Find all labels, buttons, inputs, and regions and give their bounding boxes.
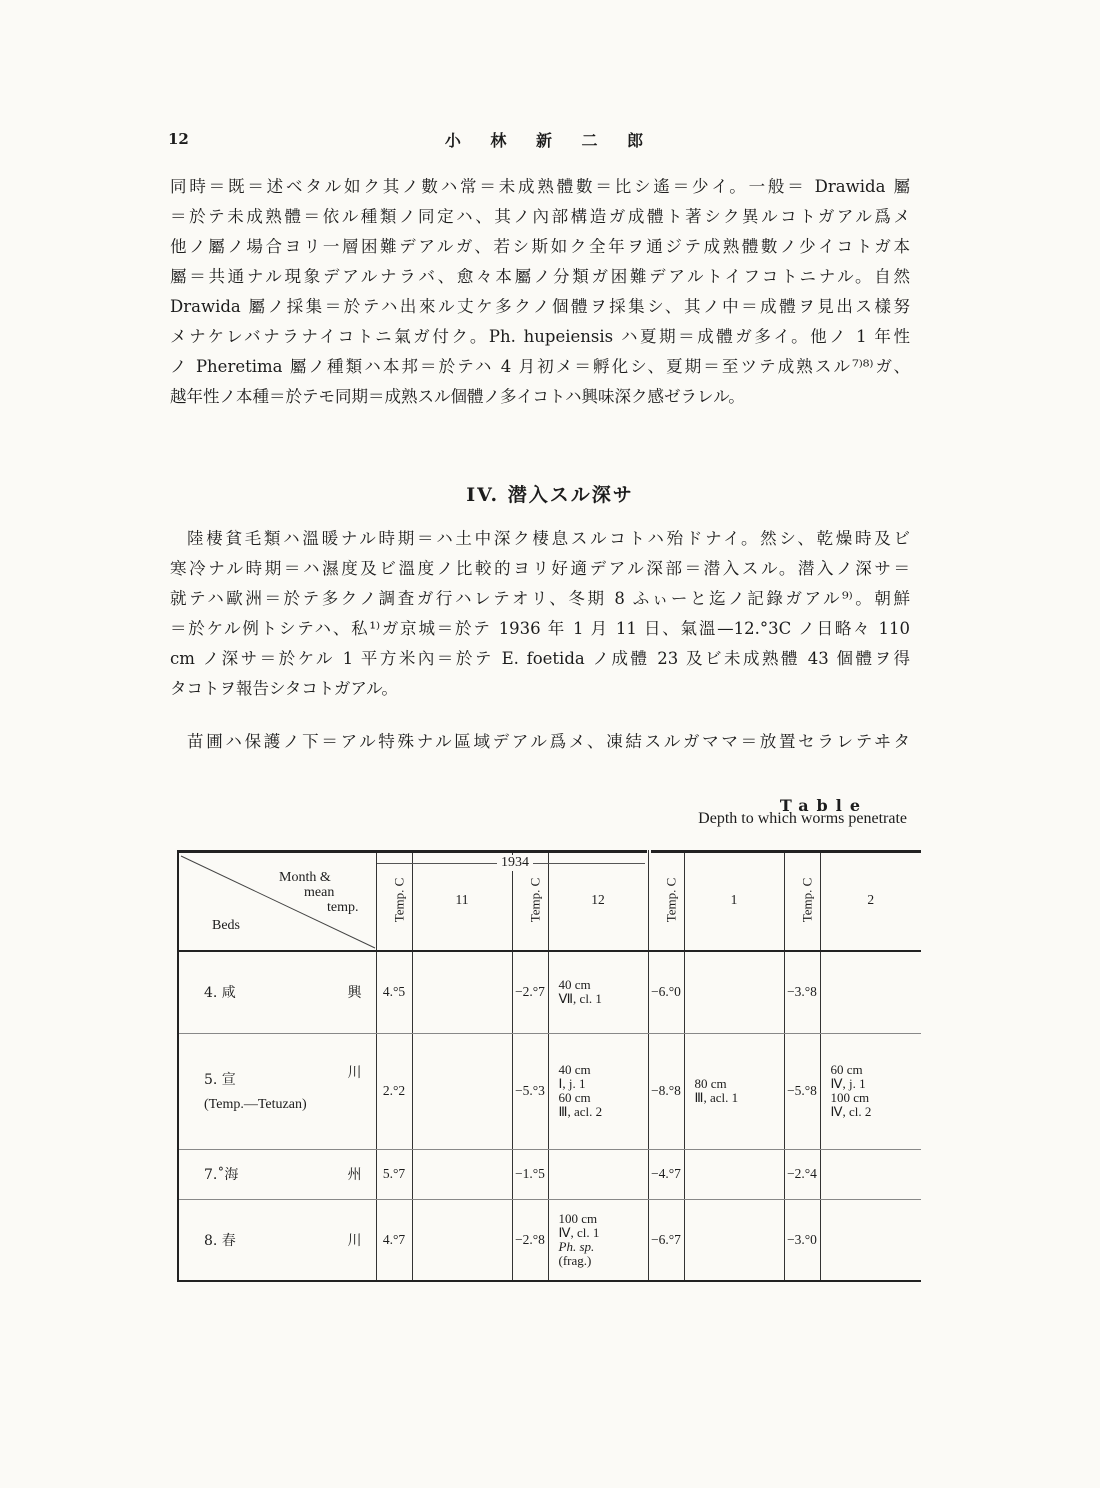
temp-value: −3.°8 [787,984,817,1000]
header-temp-2: Temp. C [784,850,820,951]
observation-cell [412,1149,512,1199]
observation-cell [548,1033,648,1149]
header-temp-1: Temp. C [648,850,684,951]
observation-cell [684,1149,784,1199]
table-caption: Depth to which worms penetrate [698,810,907,827]
observation-line: Ⅳ, j. 1 [830,1076,866,1091]
observation-line: Ⅲ, acl. 2 [558,1104,603,1119]
temp-value: 2.°2 [382,1083,406,1098]
text-line: cm ノ深サ＝於ケル 1 平方米內＝於テ E. foetida ノ成體 23 及ビ未成熟體 43 個體ヲ得 [170,649,910,668]
table-row [178,1149,921,1199]
text-line: 越年性ノ本種＝於テモ同期＝成熟スル個體ノ多イコトハ興味深ク感ゼラレル。 [170,387,745,406]
bed-name-suffix: 興 [347,985,362,1002]
header-temp-12: Temp. C [512,850,548,951]
temp-value: 4.°5 [382,984,406,1000]
temp-cell [648,951,684,1033]
temp-value: −6.°0 [651,984,681,1000]
temp-cell [376,951,412,1033]
temp-cell [376,1199,412,1281]
text-line: 陸棲貧毛類ハ溫暖ナル時期＝ハ土中深ク棲息スルコトハ殆ドナイ。然シ、乾燥時及ビ [187,529,910,548]
temp-cell [512,1149,548,1199]
observation-cell [412,1033,512,1149]
temp-value: −5.°8 [787,1083,817,1098]
text-line: Drawida 屬ノ採集＝於テハ出來ル丈ケ多クノ個體ヲ採集シ、其ノ中＝成體ヲ見出ス樣努 [170,297,910,316]
bed-name-cell [178,1033,376,1149]
paragraph-2 [170,524,910,704]
observation-line: 100 cm [830,1090,870,1105]
temp-cell [376,1149,412,1199]
temp-value: −1.°5 [515,1166,545,1181]
observation-line: Ⅶ, cl. 1 [558,991,602,1007]
bed-name: 7.˚海 [204,1167,239,1183]
text-line: 他ノ屬ノ場合ヨリ一層困難デアルガ、若シ斯如ク全年ヲ通ジテ成熟體數ノ少イコトガ本 [170,237,910,256]
year-label: 1934 [497,855,533,871]
temp-cell [784,1199,820,1281]
text-line: ＝於ケル例トシテハ、私¹⁾ガ京城＝於テ 1936 年 1 月 11 日、氣溫—12.°3C ノ日略々 110 [170,619,910,638]
table-row [178,1033,921,1149]
observation-cell [820,1033,921,1149]
depth-table [177,850,921,1282]
header-month-1: 1 [684,850,784,951]
text-line: 苗圃ハ保護ノ下＝アル特殊ナル區域デアル爲メ、凍結スルガママ＝放置セラレテヰタ [187,732,910,751]
temp-value: −5.°3 [515,1083,545,1098]
observation-cell [684,1033,784,1149]
observation-cell [820,1149,921,1199]
temp-value: −2.°4 [787,1166,817,1181]
header-month-mean-temp: Month & mean temp. [279,870,359,915]
temp-value: −2.°7 [515,984,545,1000]
bed-name-suffix: 川 [347,1064,362,1081]
paragraph-1 [170,172,910,412]
bed-name-suffix: 州 [347,1167,362,1183]
text-line: 寒冷ナル時期＝ハ濕度及ビ溫度ノ比較的ヨリ好適デアル深部＝潜入スル。潜入ノ深サ＝ [170,559,910,578]
temp-cell [512,951,548,1033]
observation-line: 40 cm [558,1062,591,1077]
page-number: 12 [168,130,189,148]
observation-cell [548,1199,648,1281]
temp-value: −6.°7 [651,1231,681,1247]
observation-line: Ⅳ, cl. 2 [830,1104,872,1119]
temp-cell [784,951,820,1033]
text-line: メナケレバナラナイコトニ氣ガ付ク。Ph. hupeiensis ハ夏期＝成體ガ多イ。他ノ 1 年性 [170,327,910,346]
observation-line: Ph. sp. [558,1238,595,1254]
text-line: タコトヲ報告シタコトガアル。 [170,679,398,698]
temp-cell [376,1033,412,1149]
observation-line: Ⅰ, j. 1 [558,1076,586,1091]
temp-cell [784,1033,820,1149]
observation-cell [820,1199,921,1281]
bed-name-cell [178,951,376,1033]
header-beds: Beds [212,918,240,933]
bed-alt-station: (Temp.—Tetuzan) [204,1097,307,1112]
observation-cell [412,951,512,1033]
header-month-2: 2 [820,850,921,951]
text-line: 就テハ歐洲＝於テ多クノ調査ガ行ハレテオリ、冬期 8 ふぃーと迄ノ記錄ガアル⁹⁾。朝鮮 [170,589,910,608]
bed-name-cell [178,1199,376,1281]
temp-value: 5.°7 [382,1166,406,1181]
observation-line: Ⅲ, acl. 1 [694,1090,739,1105]
observation-cell [548,951,648,1033]
temp-cell [512,1033,548,1149]
text-line: 同時＝既＝述ベタル如ク其ノ數ハ常＝未成熟體數＝比シ遙＝少イ。一般＝ Drawida 屬 [170,177,910,196]
observation-line: 40 cm [558,977,591,993]
bed-name-suffix: 川 [347,1232,362,1249]
observation-cell [548,1149,648,1199]
temp-cell [648,1149,684,1199]
temp-cell [784,1149,820,1199]
text-line: 屬＝共通ナル現象デアルナラバ、愈々本屬ノ分類ガ困難デアルトイフコトニナル。自然 [170,267,910,286]
temp-value: −4.°7 [651,1166,681,1181]
paragraph-3 [170,727,910,757]
observation-line: 60 cm [558,1090,591,1105]
observation-cell [820,951,921,1033]
temp-value: −3.°0 [787,1231,817,1247]
section-heading: IV. 潜入スル深サ [466,484,634,506]
temp-value: −8.°8 [651,1083,681,1098]
bed-name-cell [178,1149,376,1199]
observation-line: 80 cm [694,1076,727,1091]
observation-line: (frag.) [558,1252,592,1268]
table-row [178,951,921,1033]
observation-line: 60 cm [830,1062,863,1077]
observation-cell [684,1199,784,1281]
text-line: ノ Pheretima 屬ノ種類ハ本邦＝於テハ 4 月初メ＝孵化シ、夏期＝至ツテ成熟スル⁷⁾⁸⁾ガ、 [170,357,910,376]
temp-cell [512,1199,548,1281]
bed-name: 5. 宣 [204,1072,236,1088]
header-temp-11: Temp. C [376,850,412,951]
observation-cell [412,1199,512,1281]
observation-line: Ⅳ, cl. 1 [558,1224,600,1240]
header-beds-month [178,850,376,951]
temp-value: 4.°7 [382,1231,406,1247]
temp-value: −2.°8 [515,1231,545,1247]
table-header-row [178,850,921,951]
text-line: ＝於テ未成熟體＝依ル種類ノ同定ハ、其ノ內部構造ガ成體ト著シク異ルコトガアル爲メ [170,207,910,226]
bed-name: 8. 春 [204,1232,236,1249]
table-row [178,1199,921,1281]
observation-line: 100 cm [558,1210,598,1226]
running-title: 小 林 新 二 郎 [444,131,656,150]
table-label: Table [779,796,868,815]
observation-cell [684,951,784,1033]
bed-name: 4. 咸 [204,985,236,1002]
header-month-11: 11 [412,850,512,951]
temp-cell [648,1199,684,1281]
temp-cell [648,1033,684,1149]
depth-table-wrapper [177,850,920,1282]
header-month-12: 12 [548,850,648,951]
